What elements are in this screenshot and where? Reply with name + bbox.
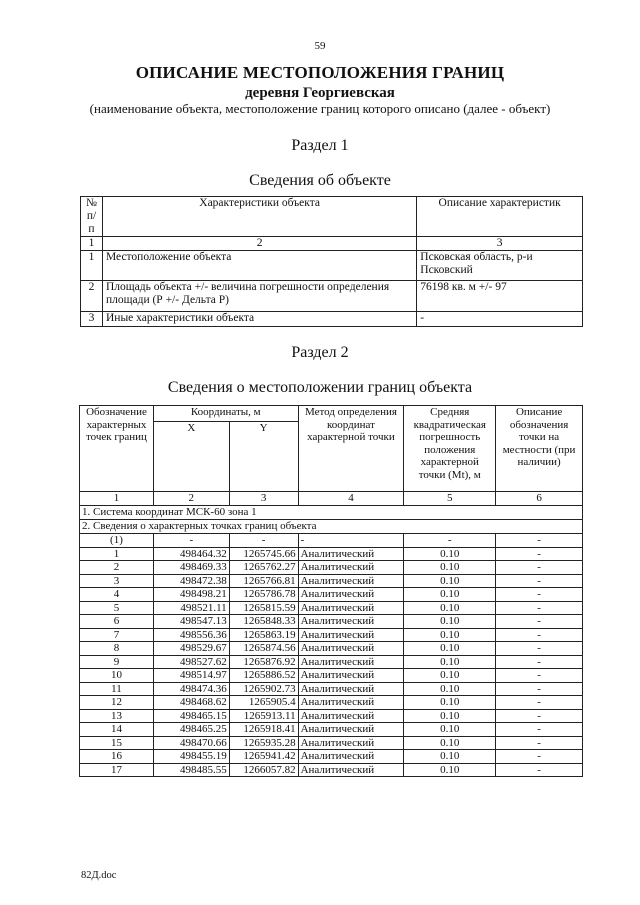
table-row xyxy=(80,682,583,696)
document-subtitle: деревня Георгиевская xyxy=(245,85,395,101)
point-id: 4 xyxy=(80,588,154,602)
point-x: 498514.97 xyxy=(153,669,229,683)
point-id: 13 xyxy=(80,709,154,723)
header-num: № п/п xyxy=(81,197,103,237)
point-desc: - xyxy=(496,561,583,575)
index-cell: 5 xyxy=(404,492,496,506)
section2-subtitle: Сведения о местоположении границ объекта xyxy=(167,379,473,396)
point-x: 498455.19 xyxy=(153,750,229,764)
point-desc: - xyxy=(496,682,583,696)
point-id: 6 xyxy=(80,615,154,629)
points-body xyxy=(80,547,583,777)
point-y: 1265786.78 xyxy=(229,588,298,602)
row-value: 76198 кв. м +/- 97 xyxy=(417,281,583,312)
header-characteristics: Характеристики объекта xyxy=(102,197,416,237)
index-cell: 1 xyxy=(81,237,103,251)
point-x: 498529.67 xyxy=(153,642,229,656)
table-row xyxy=(80,547,583,561)
table-header-row xyxy=(81,197,583,237)
table-row xyxy=(80,763,583,777)
point-x: 498472.38 xyxy=(153,574,229,588)
row-num: 1 xyxy=(81,251,103,281)
point-method: Аналитический xyxy=(298,601,404,615)
table-row xyxy=(80,601,583,615)
point-y: 1265745.66 xyxy=(229,547,298,561)
table-row xyxy=(80,561,583,575)
point-mt: 0.10 xyxy=(404,696,496,710)
table-row xyxy=(80,534,583,548)
point-id: 5 xyxy=(80,601,154,615)
point-mt: 0.10 xyxy=(404,763,496,777)
point-x: 498468.62 xyxy=(153,696,229,710)
row-value: - xyxy=(417,312,583,327)
point-mt: - xyxy=(404,534,496,548)
table-row xyxy=(81,281,583,312)
section1-title: Раздел 1 xyxy=(291,137,349,154)
point-id: 1 xyxy=(80,547,154,561)
point-x: 498474.36 xyxy=(153,682,229,696)
point-id: (1) xyxy=(80,534,154,548)
point-mt: 0.10 xyxy=(404,709,496,723)
point-method: Аналитический xyxy=(298,561,404,575)
points-header-row xyxy=(80,520,583,534)
point-mt: 0.10 xyxy=(404,615,496,629)
point-y: 1265876.92 xyxy=(229,655,298,669)
index-cell: 4 xyxy=(298,492,404,506)
point-mt: 0.10 xyxy=(404,682,496,696)
table-row xyxy=(80,709,583,723)
section2-title: Раздел 2 xyxy=(291,344,349,361)
point-method: Аналитический xyxy=(298,736,404,750)
point-desc: - xyxy=(496,588,583,602)
point-y: 1266057.82 xyxy=(229,763,298,777)
point-id: 10 xyxy=(80,669,154,683)
table-row xyxy=(80,696,583,710)
point-method: Аналитический xyxy=(298,763,404,777)
point-desc: - xyxy=(496,723,583,737)
point-method: Аналитический xyxy=(298,696,404,710)
point-y: 1265905.4 xyxy=(229,696,298,710)
index-cell: 1 xyxy=(80,492,154,506)
index-cell: 2 xyxy=(102,237,416,251)
index-row xyxy=(80,492,583,506)
point-x: - xyxy=(153,534,229,548)
index-cell: 6 xyxy=(496,492,583,506)
document-title: ОПИСАНИЕ МЕСТОПОЛОЖЕНИЯ ГРАНИЦ xyxy=(135,63,505,82)
point-desc: - xyxy=(496,601,583,615)
point-x: 498527.62 xyxy=(153,655,229,669)
point-id: 7 xyxy=(80,628,154,642)
point-x: 498469.33 xyxy=(153,561,229,575)
point-x: 498465.25 xyxy=(153,723,229,737)
point-method: Аналитический xyxy=(298,669,404,683)
table-row xyxy=(80,574,583,588)
point-method: Аналитический xyxy=(298,709,404,723)
footer-filename: 82Д.doc xyxy=(81,870,117,881)
table-row xyxy=(80,655,583,669)
table-row xyxy=(80,736,583,750)
point-mt: 0.10 xyxy=(404,750,496,764)
point-x: 498498.21 xyxy=(153,588,229,602)
page-number: 59 xyxy=(314,40,326,52)
table-row xyxy=(80,615,583,629)
point-desc: - xyxy=(496,763,583,777)
row-name: Местоположение объекта xyxy=(102,251,416,281)
table-row xyxy=(80,750,583,764)
point-mt: 0.10 xyxy=(404,628,496,642)
point-y: - xyxy=(229,534,298,548)
point-x: 498470.66 xyxy=(153,736,229,750)
point-x: 498465.15 xyxy=(153,709,229,723)
point-y: 1265941.42 xyxy=(229,750,298,764)
point-mt: 0.10 xyxy=(404,669,496,683)
table-row xyxy=(80,588,583,602)
header-method: Метод определения координат характерной точки xyxy=(298,406,404,492)
point-method: Аналитический xyxy=(298,682,404,696)
point-y: 1265762.27 xyxy=(229,561,298,575)
table-row xyxy=(81,251,583,281)
point-method: Аналитический xyxy=(298,574,404,588)
point-mt: 0.10 xyxy=(404,655,496,669)
index-cell: 3 xyxy=(417,237,583,251)
point-method: - xyxy=(298,534,404,548)
row-name: Иные характеристики объекта xyxy=(102,312,416,327)
index-cell: 3 xyxy=(229,492,298,506)
points-header: 2. Сведения о характерных точках границ объекта xyxy=(80,520,583,534)
point-desc: - xyxy=(496,642,583,656)
point-mt: 0.10 xyxy=(404,642,496,656)
point-x: 498547.13 xyxy=(153,615,229,629)
point-y: 1265902.73 xyxy=(229,682,298,696)
point-desc: - xyxy=(496,574,583,588)
point-id: 16 xyxy=(80,750,154,764)
point-method: Аналитический xyxy=(298,615,404,629)
point-method: Аналитический xyxy=(298,547,404,561)
row-name: Площадь объекта +/- величина погрешности определения площади (Р +/- Дельта Р) xyxy=(102,281,416,312)
table-header-row xyxy=(80,406,583,422)
system-row xyxy=(80,506,583,520)
document-note: (наименование объекта, местоположение границ которого описано (далее - объект) xyxy=(89,101,551,116)
table-row xyxy=(81,312,583,327)
point-x: 498521.11 xyxy=(153,601,229,615)
point-method: Аналитический xyxy=(298,723,404,737)
point-y: 1265918.41 xyxy=(229,723,298,737)
point-y: 1265863.19 xyxy=(229,628,298,642)
point-mt: 0.10 xyxy=(404,547,496,561)
point-id: 2 xyxy=(80,561,154,575)
table-row xyxy=(80,628,583,642)
header-description: Описание характеристик xyxy=(417,197,583,237)
point-id: 8 xyxy=(80,642,154,656)
point-y: 1265848.33 xyxy=(229,615,298,629)
point-mt: 0.10 xyxy=(404,601,496,615)
object-info-table xyxy=(80,196,583,327)
point-desc: - xyxy=(496,696,583,710)
point-method: Аналитический xyxy=(298,628,404,642)
header-designation: Обозначение характерных точек границ xyxy=(80,406,154,492)
point-desc: - xyxy=(496,547,583,561)
point-y: 1265913.11 xyxy=(229,709,298,723)
point-mt: 0.10 xyxy=(404,561,496,575)
boundary-points-table xyxy=(79,405,583,777)
point-id: 14 xyxy=(80,723,154,737)
header-x: X xyxy=(153,422,229,492)
point-mt: 0.10 xyxy=(404,736,496,750)
table-row xyxy=(80,669,583,683)
point-desc: - xyxy=(496,709,583,723)
index-row xyxy=(81,237,583,251)
point-method: Аналитический xyxy=(298,642,404,656)
point-x: 498485.55 xyxy=(153,763,229,777)
point-y: 1265874.56 xyxy=(229,642,298,656)
table-row xyxy=(80,642,583,656)
table-row xyxy=(80,723,583,737)
point-y: 1265935.28 xyxy=(229,736,298,750)
header-y: Y xyxy=(229,422,298,492)
point-y: 1265815.59 xyxy=(229,601,298,615)
section1-subtitle: Сведения об объекте xyxy=(249,172,391,189)
point-mt: 0.10 xyxy=(404,723,496,737)
point-id: 11 xyxy=(80,682,154,696)
point-id: 9 xyxy=(80,655,154,669)
row-num: 2 xyxy=(81,281,103,312)
point-desc: - xyxy=(496,655,583,669)
point-desc: - xyxy=(496,615,583,629)
point-mt: 0.10 xyxy=(404,574,496,588)
point-method: Аналитический xyxy=(298,588,404,602)
header-accuracy: Средняя квадратическая погрешность положения характерной точки (Mt), м xyxy=(404,406,496,492)
point-id: 15 xyxy=(80,736,154,750)
point-mt: 0.10 xyxy=(404,588,496,602)
point-x: 498556.36 xyxy=(153,628,229,642)
point-desc: - xyxy=(496,628,583,642)
point-desc: - xyxy=(496,750,583,764)
header-coords: Координаты, м xyxy=(153,406,298,422)
point-method: Аналитический xyxy=(298,750,404,764)
point-id: 17 xyxy=(80,763,154,777)
point-desc: - xyxy=(496,736,583,750)
point-y: 1265766.81 xyxy=(229,574,298,588)
coordinate-system: 1. Система координат МСК-60 зона 1 xyxy=(80,506,583,520)
row-value: Псковская область, р-и Псковский xyxy=(417,251,583,281)
point-desc: - xyxy=(496,669,583,683)
point-id: 12 xyxy=(80,696,154,710)
row-num: 3 xyxy=(81,312,103,327)
point-x: 498464.32 xyxy=(153,547,229,561)
point-id: 3 xyxy=(80,574,154,588)
point-y: 1265886.52 xyxy=(229,669,298,683)
index-cell: 2 xyxy=(153,492,229,506)
point-desc: - xyxy=(496,534,583,548)
point-method: Аналитический xyxy=(298,655,404,669)
header-description: Описание обозначения точки на местности (при наличии) xyxy=(496,406,583,492)
